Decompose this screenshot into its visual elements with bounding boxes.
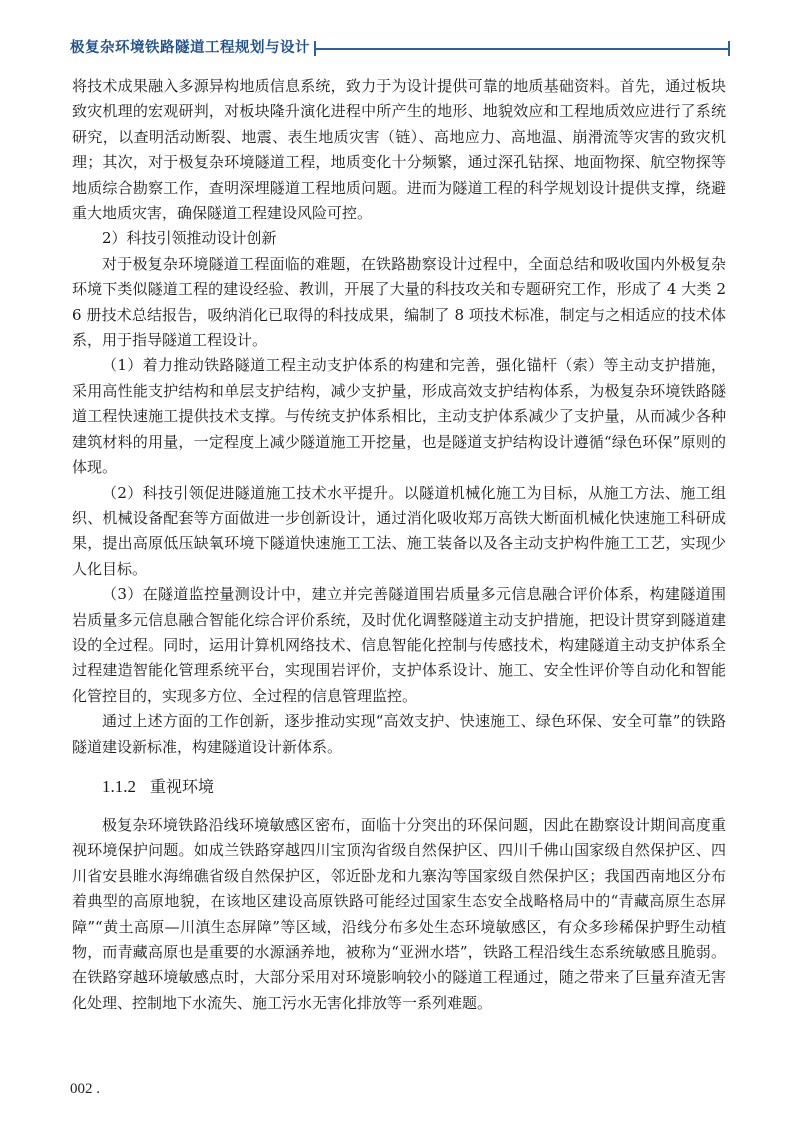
section-heading <box>72 774 726 800</box>
paragraph-environment: 极复杂环境铁路沿线环境敏感区密布，面临十分突出的环保问题，因此在勘察设计期间高度重视环境保护问题。如成兰铁路穿越四川宝顶沟省级自然保护区、四川千佛山国家级自然保护区、四川省安县睢水海绵礁省级自然保护区，邻近卧龙和九寨沟等国家级自然保护区；我国西南地区分布着典型的高原地貌，在该地区建设高原铁路可能经过国家生态安全战略格局中的“青藏高原生态屏障”“黄土高原—川滇生态屏障”等区域，沿线分布多处生态环境敏感区，有众多珍稀保护野生动植物，而青藏高原也是重要的水源涵养地，被称为“亚洲水塔”，铁路工程沿线生态系统敏感且脆弱。在铁路穿越环境敏感点时，大部分采用对环境影响较小的隧道工程通过，随之带来了巨量弃渣无害化处理、控制地下水流失、施工污水无害化排放等一系列难题。 <box>72 815 726 1012</box>
header-rule <box>314 48 730 50</box>
header-rule-right-tick <box>728 41 730 56</box>
paragraph-item-3: （3）在隧道监控量测设计中，建立并完善隧道围岩质量多元信息融合评价体系，构建隧道围岩质量多元信息融合智能化综合评价系统，及时优化调整隧道主动支护措施，把设计贯穿到隧道建设的全过程。同时，运用计算机网络技术、信息智能化控制与传感技术，构建隧道主动支护体系全过程建造智能化管理系统平台，实现围岩评价，支护体系设计、施工、安全性评价等自动化和智能化管控目的，实现多方位、全过程的信息管理监控。 <box>72 585 726 705</box>
subsection-heading-tech-innovation: 2）科技引领推动设计创新 <box>102 229 277 248</box>
body-text <box>72 74 726 1016</box>
paragraph-continued: 将技术成果融入多源异构地质信息系统，致力于为设计提供可靠的地质基础资料。首先，通过板块致灾机理的宏观研判，对板块隆升演化进程中所产生的地形、地貌效应和工程地质效应进行了系统研究，以查明活动断裂、地震、表生地质灾害（链）、高地应力、高地温、崩滑流等灾害的致灾机理；其次，对于极复杂环境隧道工程，地质变化十分频繁，通过深孔钻探、地面物探、航空物探等地质综合勘察工作，查明深埋隧道工程地质问题。进而为隧道工程的科学规划设计提供支撑，绕避重大地质灾害，确保隧道工程建设风险可控。 <box>72 77 726 223</box>
running-header-title: 极复杂环境铁路隧道工程规划与设计 <box>70 40 310 56</box>
paragraph: 对于极复杂环境隧道工程面临的难题，在铁路勘察设计过程中，全面总结和吸收国内外极复杂环境下类似隧道工程的建设经验、教训，开展了大量的科技攻关和专题研究工作，形成了 4 大类 26 册技术总结报告，吸纳消化已取得的科技成果，编制了 8 项技术标准，制定与之相适应的技术体系，用于指导隧道工程设计。 <box>72 254 726 350</box>
page-number: 002 . <box>70 1081 100 1097</box>
paragraph-item-1: （1）着力推动铁路隧道工程主动支护体系的构建和完善，强化锚杆（索）等主动支护措施，采用高性能支护结构和单层支护结构，减少支护量，形成高效支护结构体系，为极复杂环境铁路隧道工程快速施工提供技术支撑。与传统支护体系相比，主动支护体系减少了支护量，从而减少各种建筑材料的用量，一定程度上减少隧道施工开挖量，也是隧道支护结构设计遵循“绿色环保”原则的体现。 <box>72 356 726 477</box>
paragraph-summary: 通过上述方面的工作创新，逐步推动实现“高效支护、快速施工、绿色环保、安全可靠”的铁路隧道建设新标准，构建隧道设计新体系。 <box>72 712 726 756</box>
running-header <box>70 38 730 62</box>
paragraph-item-2: （2）科技引领促进隧道施工技术水平提升。以隧道机械化施工为目标，从施工方法、施工组织、机械设备配套等方面做进一步创新设计，通过消化吸收郑万高铁大断面机械化快速施工科研成果，提出高原低压缺氧环境下隧道快速施工工法、施工装备以及各主动支护构件施工工艺，实现少人化目标。 <box>72 483 726 578</box>
section-title: 重视环境 <box>150 776 215 796</box>
section-number: 1.1.2 <box>102 776 136 796</box>
